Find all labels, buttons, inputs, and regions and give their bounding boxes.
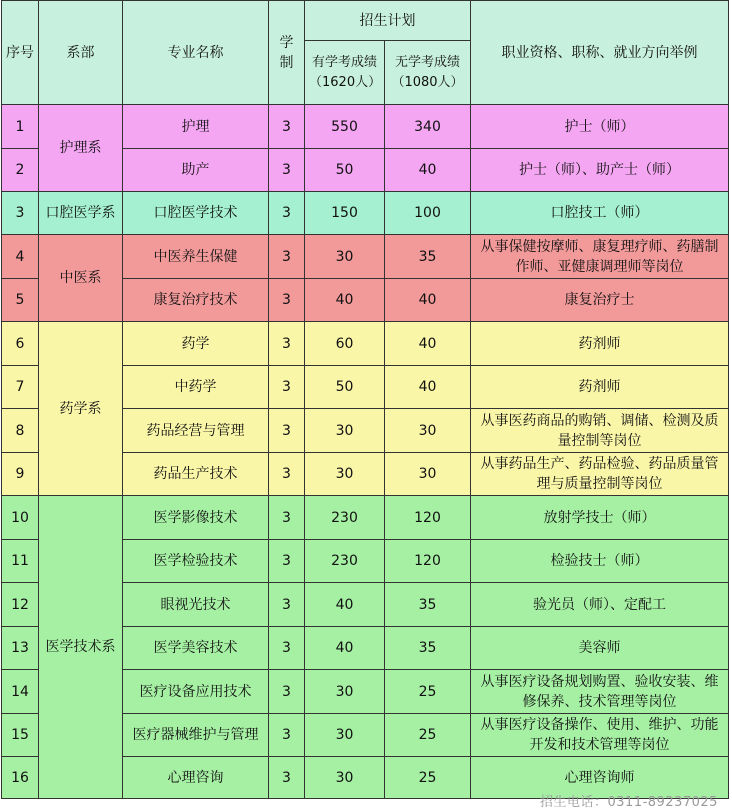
row-without-score: 25: [385, 757, 471, 799]
row-major: 助产: [123, 149, 269, 192]
row-major: 药品生产技术: [123, 453, 269, 496]
dept-tcm: 中医系: [39, 235, 123, 322]
row-without-score: 25: [385, 714, 471, 757]
row-major: 中药学: [123, 366, 269, 409]
row-without-score: 120: [385, 496, 471, 540]
row-seq: 6: [2, 322, 39, 366]
row-seq: 14: [2, 670, 39, 714]
row-major: 医疗器械维护与管理: [123, 714, 269, 757]
row-seq: 8: [2, 409, 39, 453]
row-seq: 12: [2, 583, 39, 627]
dept-nursing: 护理系: [39, 105, 123, 192]
row-years: 3: [269, 583, 305, 627]
row-years: 3: [269, 366, 305, 409]
row-years: 3: [269, 149, 305, 192]
row-years: 3: [269, 453, 305, 496]
header-seq: 序号: [2, 1, 39, 105]
row-with-score: 60: [305, 322, 385, 366]
header-years: 学制: [269, 1, 305, 105]
row-years: 3: [269, 540, 305, 583]
row-career: 药剂师: [471, 366, 729, 409]
row-years: 3: [269, 235, 305, 279]
row-years: 3: [269, 105, 305, 149]
header-dept: 系部: [39, 1, 123, 105]
row-with-score: 30: [305, 453, 385, 496]
row-seq: 1: [2, 105, 39, 149]
row-career: 美容师: [471, 627, 729, 670]
row-major: 药学: [123, 322, 269, 366]
row-major: 心理咨询: [123, 757, 269, 799]
row-with-score: 30: [305, 235, 385, 279]
row-seq: 15: [2, 714, 39, 757]
dept-oral: 口腔医学系: [39, 192, 123, 235]
row-with-score: 50: [305, 366, 385, 409]
row-major: 口腔医学技术: [123, 192, 269, 235]
row-seq: 13: [2, 627, 39, 670]
row-career: 从事药品生产、药品检验、药品质量管理与质量控制等岗位: [471, 453, 729, 496]
header-without-score: 无学考成绩 （1080人）: [385, 41, 471, 105]
row-with-score: 40: [305, 279, 385, 322]
row-without-score: 40: [385, 279, 471, 322]
row-seq: 4: [2, 235, 39, 279]
row-years: 3: [269, 496, 305, 540]
dept-pharmacy: 药学系: [39, 322, 123, 496]
row-years: 3: [269, 670, 305, 714]
table-row: [2, 322, 729, 366]
row-major: 医学检验技术: [123, 540, 269, 583]
row-major: 医疗设备应用技术: [123, 670, 269, 714]
row-major: 护理: [123, 105, 269, 149]
row-career: 放射学技士（师）: [471, 496, 729, 540]
header-with-score: 有学考成绩 （1620人）: [305, 41, 385, 105]
row-with-score: 50: [305, 149, 385, 192]
row-without-score: 25: [385, 670, 471, 714]
header-plan: 招生计划: [305, 1, 471, 41]
row-without-score: 35: [385, 235, 471, 279]
row-career: 检验技士（师）: [471, 540, 729, 583]
row-years: 3: [269, 192, 305, 235]
row-career: 验光员（师）、定配工: [471, 583, 729, 627]
watermark-phone: 招生电话：0311-89237025: [540, 795, 718, 810]
row-seq: 9: [2, 453, 39, 496]
row-years: 3: [269, 279, 305, 322]
row-years: 3: [269, 757, 305, 799]
row-with-score: 550: [305, 105, 385, 149]
row-seq: 11: [2, 540, 39, 583]
table-row: [2, 235, 729, 279]
row-without-score: 40: [385, 366, 471, 409]
row-career: 护士（师）、助产士（师）: [471, 149, 729, 192]
row-seq: 5: [2, 279, 39, 322]
header-major: 专业名称: [123, 1, 269, 105]
dept-medtech: 医学技术系: [39, 496, 123, 799]
row-without-score: 35: [385, 627, 471, 670]
row-with-score: 230: [305, 540, 385, 583]
row-career: 从事医药商品的购销、调储、检测及质量控制等岗位: [471, 409, 729, 453]
row-years: 3: [269, 322, 305, 366]
row-without-score: 35: [385, 583, 471, 627]
row-with-score: 30: [305, 670, 385, 714]
row-career: 从事医疗设备规划购置、验收安装、维修保养、技术管理等岗位: [471, 670, 729, 714]
row-seq: 16: [2, 757, 39, 799]
row-major: 眼视光技术: [123, 583, 269, 627]
enrollment-plan-table: [1, 0, 729, 799]
row-years: 3: [269, 714, 305, 757]
row-major: 医学美容技术: [123, 627, 269, 670]
row-career: 药剂师: [471, 322, 729, 366]
row-with-score: 40: [305, 583, 385, 627]
row-with-score: 230: [305, 496, 385, 540]
row-career: 从事医疗设备操作、使用、维护、功能开发和技术管理等岗位: [471, 714, 729, 757]
row-years: 3: [269, 627, 305, 670]
row-seq: 2: [2, 149, 39, 192]
header-career: 职业资格、职称、就业方向举例: [471, 1, 729, 105]
row-seq: 10: [2, 496, 39, 540]
row-without-score: 30: [385, 453, 471, 496]
row-without-score: 40: [385, 322, 471, 366]
row-without-score: 120: [385, 540, 471, 583]
row-without-score: 40: [385, 149, 471, 192]
row-career: 口腔技工（师）: [471, 192, 729, 235]
table-row: [2, 192, 729, 235]
table-row: [2, 496, 729, 540]
row-major: 康复治疗技术: [123, 279, 269, 322]
row-with-score: 30: [305, 714, 385, 757]
row-without-score: 340: [385, 105, 471, 149]
row-career: 心理咨询师: [471, 757, 729, 799]
row-career: 康复治疗士: [471, 279, 729, 322]
row-with-score: 150: [305, 192, 385, 235]
row-career: 护士（师）: [471, 105, 729, 149]
table-row: [2, 105, 729, 149]
row-without-score: 30: [385, 409, 471, 453]
row-major: 医学影像技术: [123, 496, 269, 540]
row-with-score: 30: [305, 757, 385, 799]
row-major: 药品经营与管理: [123, 409, 269, 453]
row-major: 中医养生保健: [123, 235, 269, 279]
row-seq: 7: [2, 366, 39, 409]
row-with-score: 40: [305, 627, 385, 670]
row-with-score: 30: [305, 409, 385, 453]
row-career: 从事保健按摩师、康复理疗师、药膳制作师、亚健康调理师等岗位: [471, 235, 729, 279]
row-without-score: 100: [385, 192, 471, 235]
row-years: 3: [269, 409, 305, 453]
row-seq: 3: [2, 192, 39, 235]
